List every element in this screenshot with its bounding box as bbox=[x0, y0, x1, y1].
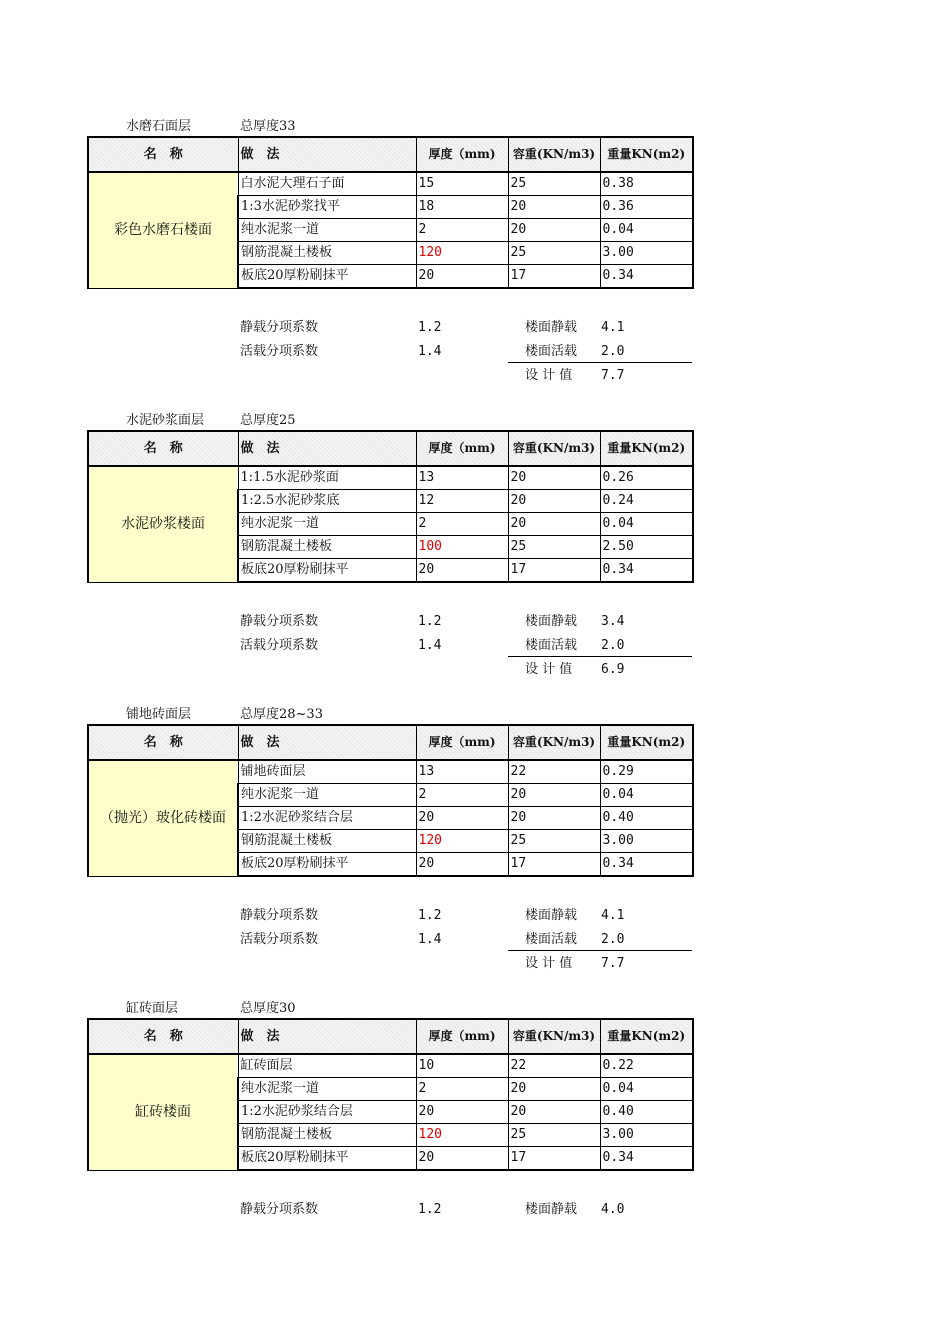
floor-live-label: 楼面活载 bbox=[525, 932, 578, 947]
weight-cell: 3.00 bbox=[600, 830, 693, 853]
load-table bbox=[87, 430, 694, 583]
floor-dead-label: 楼面静载 bbox=[525, 908, 578, 923]
header-thickness: 厚度（mm) bbox=[416, 137, 508, 172]
thickness-cell: 20 bbox=[416, 559, 508, 583]
weight-cell: 0.36 bbox=[600, 196, 693, 219]
thickness-cell: 20 bbox=[416, 1147, 508, 1171]
header-method: 做 法 bbox=[238, 137, 416, 172]
density-cell: 20 bbox=[508, 807, 600, 830]
floor-live-label: 楼面活载 bbox=[525, 344, 578, 359]
floor-dead-value: 4.1 bbox=[601, 908, 625, 923]
density-cell: 20 bbox=[508, 1101, 600, 1124]
design-value-label: 设 计 值 bbox=[525, 956, 573, 971]
section-title: 铺地砖面层 bbox=[126, 707, 192, 722]
weight-cell: 0.04 bbox=[600, 784, 693, 807]
thickness-cell: 13 bbox=[416, 760, 508, 784]
density-cell: 17 bbox=[508, 559, 600, 583]
method-cell: 纯水泥浆一道 bbox=[238, 784, 416, 807]
live-factor-label: 活载分项系数 bbox=[240, 932, 319, 947]
design-value-label: 设 计 值 bbox=[525, 662, 573, 677]
header-thickness: 厚度（mm) bbox=[416, 431, 508, 466]
thickness-cell: 2 bbox=[416, 1078, 508, 1101]
method-cell: 纯水泥浆一道 bbox=[238, 513, 416, 536]
floor-name-cell: 缸砖楼面 bbox=[88, 1054, 238, 1170]
thickness-cell: 18 bbox=[416, 196, 508, 219]
table-row bbox=[88, 172, 693, 196]
header-weight: 重量KN(m2) bbox=[600, 431, 693, 466]
method-cell: 板底20厚粉刷抹平 bbox=[238, 853, 416, 877]
method-cell: 纯水泥浆一道 bbox=[238, 1078, 416, 1101]
method-cell: 板底20厚粉刷抹平 bbox=[238, 1147, 416, 1171]
table-header-row bbox=[88, 431, 693, 466]
method-cell: 铺地砖面层 bbox=[238, 760, 416, 784]
design-value-rule bbox=[508, 950, 692, 951]
floor-name-cell: （抛光）玻化砖楼面 bbox=[88, 760, 238, 876]
thickness-cell: 100 bbox=[416, 536, 508, 559]
section-total-thickness: 总厚度25 bbox=[240, 413, 296, 428]
design-value: 7.7 bbox=[601, 368, 625, 383]
method-cell: 1:2水泥砂浆结合层 bbox=[238, 807, 416, 830]
density-cell: 20 bbox=[508, 490, 600, 513]
weight-cell: 3.00 bbox=[600, 1124, 693, 1147]
header-density: 容重(KN/m3) bbox=[508, 137, 600, 172]
density-cell: 25 bbox=[508, 830, 600, 853]
header-weight: 重量KN(m2) bbox=[600, 137, 693, 172]
thickness-cell: 120 bbox=[416, 1124, 508, 1147]
weight-cell: 0.40 bbox=[600, 1101, 693, 1124]
method-cell: 1:1.5水泥砂浆面 bbox=[238, 466, 416, 490]
header-name: 名 称 bbox=[88, 431, 238, 466]
dead-factor-value: 1.2 bbox=[418, 320, 442, 335]
weight-cell: 0.24 bbox=[600, 490, 693, 513]
header-thickness: 厚度（mm) bbox=[416, 725, 508, 760]
weight-cell: 0.22 bbox=[600, 1054, 693, 1078]
density-cell: 22 bbox=[508, 1054, 600, 1078]
header-method: 做 法 bbox=[238, 1019, 416, 1054]
thickness-cell: 13 bbox=[416, 466, 508, 490]
thickness-cell: 120 bbox=[416, 830, 508, 853]
weight-cell: 0.04 bbox=[600, 219, 693, 242]
dead-factor-value: 1.2 bbox=[418, 908, 442, 923]
method-cell: 钢筋混凝土楼板 bbox=[238, 1124, 416, 1147]
table-header-row bbox=[88, 137, 693, 172]
density-cell: 20 bbox=[508, 784, 600, 807]
floor-dead-label: 楼面静载 bbox=[525, 320, 578, 335]
dead-factor-value: 1.2 bbox=[418, 614, 442, 629]
floor-dead-label: 楼面静载 bbox=[525, 1202, 578, 1217]
thickness-cell: 2 bbox=[416, 784, 508, 807]
method-cell: 纯水泥浆一道 bbox=[238, 219, 416, 242]
live-factor-value: 1.4 bbox=[418, 638, 442, 653]
weight-cell: 0.40 bbox=[600, 807, 693, 830]
live-factor-label: 活载分项系数 bbox=[240, 344, 319, 359]
density-cell: 22 bbox=[508, 760, 600, 784]
density-cell: 20 bbox=[508, 196, 600, 219]
weight-cell: 0.34 bbox=[600, 559, 693, 583]
section-title: 缸砖面层 bbox=[126, 1001, 179, 1016]
load-table bbox=[87, 136, 694, 289]
live-factor-label: 活载分项系数 bbox=[240, 638, 319, 653]
table-row bbox=[88, 760, 693, 784]
density-cell: 17 bbox=[508, 1147, 600, 1171]
header-density: 容重(KN/m3) bbox=[508, 725, 600, 760]
header-name: 名 称 bbox=[88, 725, 238, 760]
weight-cell: 0.29 bbox=[600, 760, 693, 784]
weight-cell: 0.04 bbox=[600, 513, 693, 536]
design-value-rule bbox=[508, 656, 692, 657]
weight-cell: 0.38 bbox=[600, 172, 693, 196]
density-cell: 17 bbox=[508, 265, 600, 289]
header-name: 名 称 bbox=[88, 137, 238, 172]
floor-dead-value: 4.1 bbox=[601, 320, 625, 335]
density-cell: 25 bbox=[508, 172, 600, 196]
table-header-row bbox=[88, 1019, 693, 1054]
density-cell: 25 bbox=[508, 1124, 600, 1147]
floor-dead-label: 楼面静载 bbox=[525, 614, 578, 629]
method-cell: 1:3水泥砂浆找平 bbox=[238, 196, 416, 219]
live-factor-value: 1.4 bbox=[418, 344, 442, 359]
floor-live-value: 2.0 bbox=[601, 932, 625, 947]
design-value-label: 设 计 值 bbox=[525, 368, 573, 383]
design-value: 7.7 bbox=[601, 956, 625, 971]
method-cell: 钢筋混凝土楼板 bbox=[238, 242, 416, 265]
thickness-cell: 120 bbox=[416, 242, 508, 265]
density-cell: 25 bbox=[508, 536, 600, 559]
floor-name-cell: 水泥砂浆楼面 bbox=[88, 466, 238, 582]
load-table bbox=[87, 1018, 694, 1171]
header-name: 名 称 bbox=[88, 1019, 238, 1054]
method-cell: 1:2.5水泥砂浆底 bbox=[238, 490, 416, 513]
floor-dead-value: 3.4 bbox=[601, 614, 625, 629]
header-weight: 重量KN(m2) bbox=[600, 725, 693, 760]
thickness-cell: 15 bbox=[416, 172, 508, 196]
density-cell: 17 bbox=[508, 853, 600, 877]
section-title: 水磨石面层 bbox=[126, 119, 192, 134]
weight-cell: 0.04 bbox=[600, 1078, 693, 1101]
thickness-cell: 20 bbox=[416, 807, 508, 830]
section-total-thickness: 总厚度33 bbox=[240, 119, 296, 134]
thickness-cell: 2 bbox=[416, 513, 508, 536]
floor-name-cell: 彩色水磨石楼面 bbox=[88, 172, 238, 288]
method-cell: 板底20厚粉刷抹平 bbox=[238, 559, 416, 583]
header-density: 容重(KN/m3) bbox=[508, 1019, 600, 1054]
density-cell: 25 bbox=[508, 242, 600, 265]
density-cell: 20 bbox=[508, 1078, 600, 1101]
table-header-row bbox=[88, 725, 693, 760]
weight-cell: 2.50 bbox=[600, 536, 693, 559]
weight-cell: 0.34 bbox=[600, 265, 693, 289]
thickness-cell: 10 bbox=[416, 1054, 508, 1078]
dead-factor-value: 1.2 bbox=[418, 1202, 442, 1217]
dead-factor-label: 静载分项系数 bbox=[240, 908, 319, 923]
thickness-cell: 12 bbox=[416, 490, 508, 513]
load-table bbox=[87, 724, 694, 877]
density-cell: 20 bbox=[508, 219, 600, 242]
weight-cell: 0.34 bbox=[600, 853, 693, 877]
method-cell: 钢筋混凝土楼板 bbox=[238, 536, 416, 559]
thickness-cell: 20 bbox=[416, 265, 508, 289]
weight-cell: 3.00 bbox=[600, 242, 693, 265]
header-method: 做 法 bbox=[238, 431, 416, 466]
floor-live-value: 2.0 bbox=[601, 344, 625, 359]
header-density: 容重(KN/m3) bbox=[508, 431, 600, 466]
method-cell: 白水泥大理石子面 bbox=[238, 172, 416, 196]
table-row bbox=[88, 466, 693, 490]
table-row bbox=[88, 1054, 693, 1078]
thickness-cell: 2 bbox=[416, 219, 508, 242]
floor-live-label: 楼面活载 bbox=[525, 638, 578, 653]
dead-factor-label: 静载分项系数 bbox=[240, 320, 319, 335]
header-thickness: 厚度（mm) bbox=[416, 1019, 508, 1054]
thickness-cell: 20 bbox=[416, 853, 508, 877]
header-weight: 重量KN(m2) bbox=[600, 1019, 693, 1054]
method-cell: 板底20厚粉刷抹平 bbox=[238, 265, 416, 289]
method-cell: 钢筋混凝土楼板 bbox=[238, 830, 416, 853]
section-total-thickness: 总厚度30 bbox=[240, 1001, 296, 1016]
design-value-rule bbox=[508, 362, 692, 363]
design-value: 6.9 bbox=[601, 662, 625, 677]
floor-live-value: 2.0 bbox=[601, 638, 625, 653]
method-cell: 缸砖面层 bbox=[238, 1054, 416, 1078]
dead-factor-label: 静载分项系数 bbox=[240, 1202, 319, 1217]
section-total-thickness: 总厚度28~33 bbox=[240, 707, 323, 722]
thickness-cell: 20 bbox=[416, 1101, 508, 1124]
weight-cell: 0.26 bbox=[600, 466, 693, 490]
live-factor-value: 1.4 bbox=[418, 932, 442, 947]
density-cell: 20 bbox=[508, 466, 600, 490]
weight-cell: 0.34 bbox=[600, 1147, 693, 1171]
dead-factor-label: 静载分项系数 bbox=[240, 614, 319, 629]
floor-dead-value: 4.0 bbox=[601, 1202, 625, 1217]
density-cell: 20 bbox=[508, 513, 600, 536]
header-method: 做 法 bbox=[238, 725, 416, 760]
method-cell: 1:2水泥砂浆结合层 bbox=[238, 1101, 416, 1124]
section-title: 水泥砂浆面层 bbox=[126, 413, 205, 428]
